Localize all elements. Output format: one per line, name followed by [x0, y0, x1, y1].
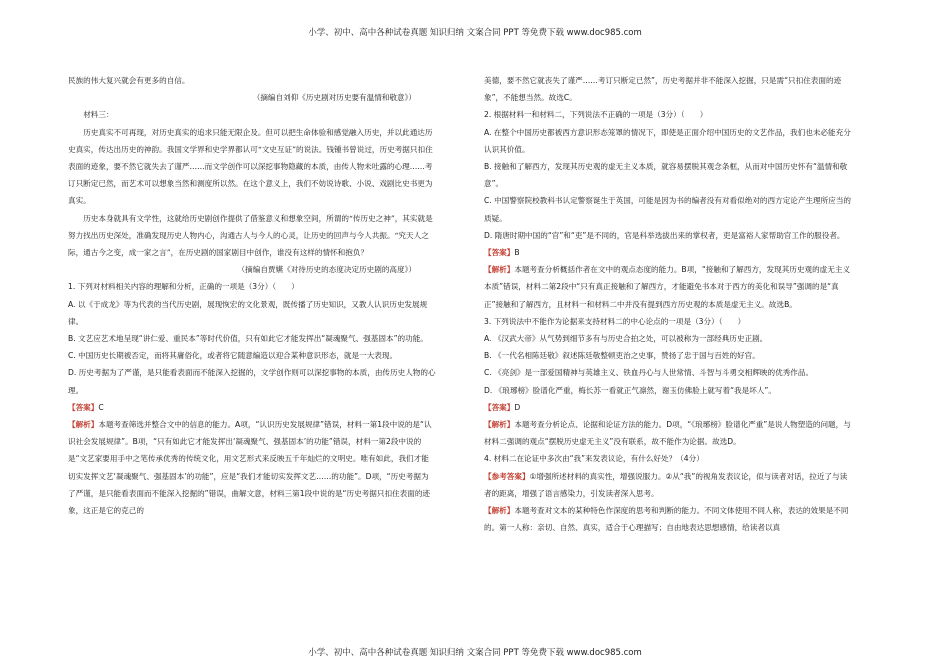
answer-line — [484, 244, 852, 261]
answer-line — [68, 399, 436, 416]
option-a: A. 以《于成龙》等为代表的当代历史剧，展现恢宏的文化景观，既传播了历史知识，又教人认识历史发展规律。 — [68, 299, 428, 326]
source-citation: （摘编自贾嬿《对待历史的态度决定历史剧的高度》） — [237, 265, 416, 275]
analysis-label: 【解析】 — [484, 420, 515, 430]
analysis — [484, 261, 852, 313]
answer-label: 【答案】 — [484, 248, 515, 258]
option-a: A. 《汉武大帝》从气势到细节多有与历史合拍之处，可以被称为一部经典历史正剧。 — [484, 334, 768, 344]
analysis-text: 本题考查对文本的某种特色作深度的思考和判断的能力。不同文体使用不同人称，表达的效果是不同的。第一人称：亲切、自然、真实，适合于心理描写；自由地表达思想感情，给读者以真 — [484, 506, 849, 533]
analysis-label: 【解析】 — [484, 506, 515, 516]
analysis-label: 【解析】 — [484, 265, 515, 275]
option-b: B. 接触和了解西方，发现其历史观的虚无主义本质，就容易摆脱其观念条框，从而对中国历史怀有“温情和敬意”。 — [484, 162, 848, 189]
analysis-label: 【解析】 — [68, 420, 99, 430]
option-c: C. 《亮剑》是一部爱国精神与英雄主义、铁血丹心与人世常情、斗智与斗勇交相辉映的优秀作品。 — [484, 368, 814, 378]
paragraph: 历史真实不可再现，对历史真实的追求只能无限企及。但可以把生命体验和感觉融入历史，并以此通达历史真实，传达出历史的神韵。我国文学界和史学界都认可“文史互证”的说法。钱锺书曾说过，历史考据只扣住表面的迹象，要不然它就失去了谨严……而文学创作可以深挖事物隐藏的本质，由传人物未吐露的心理……考订只断定已然，而艺术可以想象当然和测度所以然。在这个意义上，我们不妨说诗歌、小说、戏剧比史书更为真实。 — [68, 127, 433, 206]
option-c: C. 中国警察院校教科书认定警察诞生于英国，可能是因为书的编者没有对看似绝对的西方定论产生理所应当的质疑。 — [484, 196, 852, 223]
page-header: 小学、初中、高中各种试卷真题 知识归纳 文案合同 PPT 等免费下载 www.doc985.com — [308, 28, 642, 38]
question-4: 4. 材料二在论证中多次由“我”来发表议论，有什么好处？（4分） — [484, 454, 704, 464]
answer-label: 【答案】 — [484, 402, 515, 412]
answer-value: C — [98, 402, 104, 412]
analysis — [484, 416, 852, 450]
left-column — [68, 72, 436, 519]
answer-label: 【答案】 — [68, 402, 99, 412]
source-citation: （摘编自刘仰《历史剧对历史要有温情和敬意》） — [252, 93, 416, 103]
option-a: A. 在整个中国历史都被西方意识形态笼罩的情况下，即使是正面介绍中国历史的文艺作品，我们也未必能充分认识其价值。 — [484, 127, 851, 154]
reference-answer — [484, 468, 852, 502]
option-b: B. 《一代名相陈廷敬》叙述陈廷敬整顿吏治之史事，赞扬了忠于国与百姓的好官。 — [484, 351, 760, 361]
question-1: 1. 下列对材料相关内容的理解和分析，正确的一项是（3分）（ ） — [68, 282, 299, 292]
reference-text: ①增强所述材料的真实性，增强说服力。②从“我”的视角发表议论，似与读者对话，拉近了与读者的距离，增强了语言感染力，引发读者深入思考。 — [484, 471, 848, 498]
option-d: D. 历史考据为了严谨，是只能看表面而不能深入挖掘的，文学创作则可以深挖事物的本质，由传历史人物的心理。 — [68, 368, 436, 395]
analysis-text: 本题考查分析概括作者在文中的观点态度的能力。B项，“接触和了解西方，发现其历史观的虚无主义本质”错误，材料二第2段中“只有真正接触和了解西方，才能避免书本对于西方的美化和误导”强调的是“真正”接触和了解西方，且材料一和材料二中并没有提到西方历史观的本质是虚无主义。故选B。 — [484, 265, 851, 309]
answer-value: B — [514, 248, 520, 258]
paragraph: 美德，要不然它就丧失了谨严……考订只断定已然”，历史考据并非不能深入挖掘，只是需“只扣住表面的迹象”，不能想当然。故选C。 — [484, 76, 842, 103]
option-d: D. 隋唐时期中国的“官”和“吏”是不同的，官是科举选拔出来的掌权者，吏是富裕人家帮助官工作的服役者。 — [484, 230, 845, 240]
analysis — [68, 416, 436, 519]
paragraph: 民族的伟大复兴就会有更多的自信。 — [68, 76, 190, 85]
page-footer: 小学、初中、高中各种试卷真题 知识归纳 文案合同 PPT 等免费下载 www.doc985.com — [308, 648, 642, 658]
question-3: 3. 下列说法中不能作为论据来支持材料二的中心论点的一项是（3分）（ ） — [484, 316, 746, 326]
analysis — [484, 502, 852, 536]
analysis-text: 本题考查筛选并整合文中的信息的能力。A项，“认识历史发展规律”错误，材料一第1段中说的是“认识社会发展规律”。B项，“只有如此它才能发挥出‘凝魂聚气、强基固本’的功能”错误，材料一第2段中说的是“文艺家要用手中之笔传承优秀的传统文化，用文艺形式来反映五千年灿烂的文明史。唯有如此，我们才能切实发挥文艺‘凝魂聚气、强基固本’的功能”，应是“我们才能切实发挥文艺……的功能”。D项，“历史考据为了严谨，是只能看表面而不能深入挖掘的”错误，曲解文意，材料三第1段中说的是“历史考据只扣住表面的迹象，这正是它的克己的 — [68, 420, 432, 516]
option-b: B. 文艺应艺术地呈现“讲仁爱、重民本”等时代价值，只有如此它才能发挥出“凝魂聚气、强基固本”的功能。 — [68, 334, 428, 344]
option-d: D. 《琅琊榜》脸谱化严重，梅长苏一看就正气凛然，谢玉仿佛脸上就写着“我是坏人”。 — [484, 385, 776, 395]
paragraph: 历史本身就具有文学性，这就给历史剧创作提供了借鉴意义和想象空间，所谓的“传历史之神”，其实就是努力找出历史深处，准确发现历史人物内心，沟通古人与今人的心灵，让历史的回声与今人共振。“究天人之际，通古今之变，成一家之言”，在历史剧的国家剧目中创作，谁没有这样的情怀和抱负？ — [68, 213, 433, 258]
question-2: 2. 根据材料一和材料二，下列说法不正确的一项是（3分）（ ） — [484, 110, 708, 120]
analysis-text: 本题考查分析论点、论据和论证方法的能力。D项，“《琅琊榜》脸谱化严重”是说人物塑造的问题，与材料二强调的观点“摆脱历史虚无主义”没有联系，故不能作为论据。故选D。 — [484, 420, 851, 447]
option-c: C. 中国历史长期被否定，而将其庸俗化，或者将它随意编造以迎合某种意识形态，就是一大表现。 — [68, 351, 398, 361]
reference-label: 【参考答案】 — [484, 471, 530, 481]
right-column — [484, 72, 852, 536]
answer-line — [484, 399, 852, 416]
answer-value: D — [514, 402, 521, 412]
material-title: 材料三： — [83, 110, 114, 120]
